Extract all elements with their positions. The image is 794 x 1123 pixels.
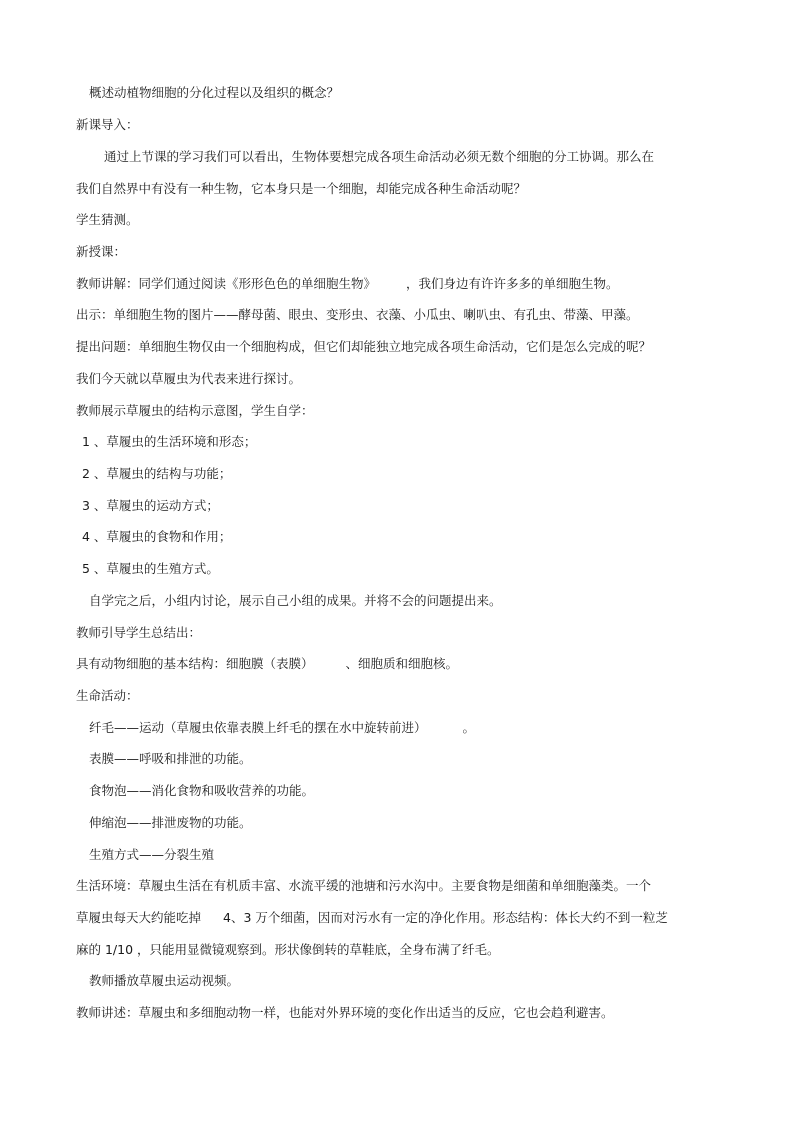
text-line: 麻的 1/10 ，只能用显微镜观察到。形状像倒转的草鞋底，全身布满了纤毛。 (76, 942, 500, 957)
list-item: 2 、草履虫的结构与功能； (82, 466, 232, 481)
text-line: 表膜——呼吸和排泄的功能。 (89, 751, 252, 766)
list-item: 3 、草履虫的运动方式； (82, 498, 219, 513)
text-line: 我们今天就以草履虫为代表来进行探讨。 (76, 371, 302, 386)
text-line: 教师展示草履虫的结构示意图，学生自学： (76, 403, 314, 418)
text-fragment: 、细胞质和细胞核。 (345, 656, 459, 671)
text-line: 教师引导学生总结出： (76, 625, 202, 640)
text-line: 我们自然界中有没有一种生物，它本身只是一个细胞，却能完成各种生命活动呢？ (76, 181, 527, 196)
list-item: 1 、草履虫的生活环境和形态； (82, 434, 257, 449)
list-item: 4 、草履虫的食物和作用； (82, 529, 232, 544)
text-line: 教师播放草履虫运动视频。 (89, 973, 240, 988)
text-line (76, 276, 619, 292)
section-heading: 生命活动： (76, 688, 139, 703)
text-fragment: ，我们身边有许许多多的单细胞生物。 (406, 276, 619, 291)
text-line (89, 720, 475, 736)
text-fragment: 教师讲解：同学们通过阅读《形形色色的单细胞生物》 (76, 276, 377, 291)
text-line: 生活环境：草履虫生活在有机质丰富、水流平缓的池塘和污水沟中。主要食物是细菌和单细胞藻类。一个 (76, 878, 652, 893)
text-fragment: 。 (462, 720, 476, 735)
text-line: 伸缩泡——排泄废物的功能。 (89, 815, 252, 830)
text-fragment: 纤毛——运动（草履虫依靠表膜上纤毛的摆在水中旋转前进） (89, 720, 427, 735)
text-line (76, 910, 668, 926)
text-line (76, 656, 458, 672)
text-line: 教师讲述：草履虫和多细胞动物一样，也能对外界环境的变化作出适当的反应，它也会趋利避害。 (76, 1005, 614, 1020)
section-heading: 新课导入： (76, 117, 139, 132)
list-item: 5 、草履虫的生殖方式。 (82, 561, 219, 576)
text-line: 生殖方式——分裂生殖 (89, 847, 215, 862)
text-line: 学生猜测。 (76, 212, 139, 227)
text-line: 食物泡——消化食物和吸收营养的功能。 (89, 783, 315, 798)
section-heading: 新授课： (76, 244, 127, 259)
text-line: 通过上节课的学习我们可以看出，生物体要想完成各项生命活动必须无数个细胞的分工协调。那么在 (104, 149, 655, 164)
text-fragment: 草履虫每天大约能吃掉 (76, 910, 202, 925)
text-line: 出示：单细胞生物的图片——酵母菌、眼虫、变形虫、衣藻、小瓜虫、喇叭虫、有孔虫、带藻、甲藻。 (76, 307, 639, 322)
text-line: 概述动植物细胞的分化过程以及组织的概念？ (89, 85, 340, 100)
text-line: 提出问题：单细胞生物仅由一个细胞构成，但它们却能独立地完成各项生命活动，它们是怎么完成的呢？ (76, 339, 652, 354)
text-line: 自学完之后，小组内讨论，展示自己小组的成果。并将不会的问题提出来。 (89, 593, 502, 608)
text-fragment: 具有动物细胞的基本结构：细胞膜（表膜） (76, 656, 314, 671)
text-fragment: 4、3 万个细菌，因而对污水有一定的净化作用。形态结构：体长大约不到一粒芝 (223, 910, 668, 925)
